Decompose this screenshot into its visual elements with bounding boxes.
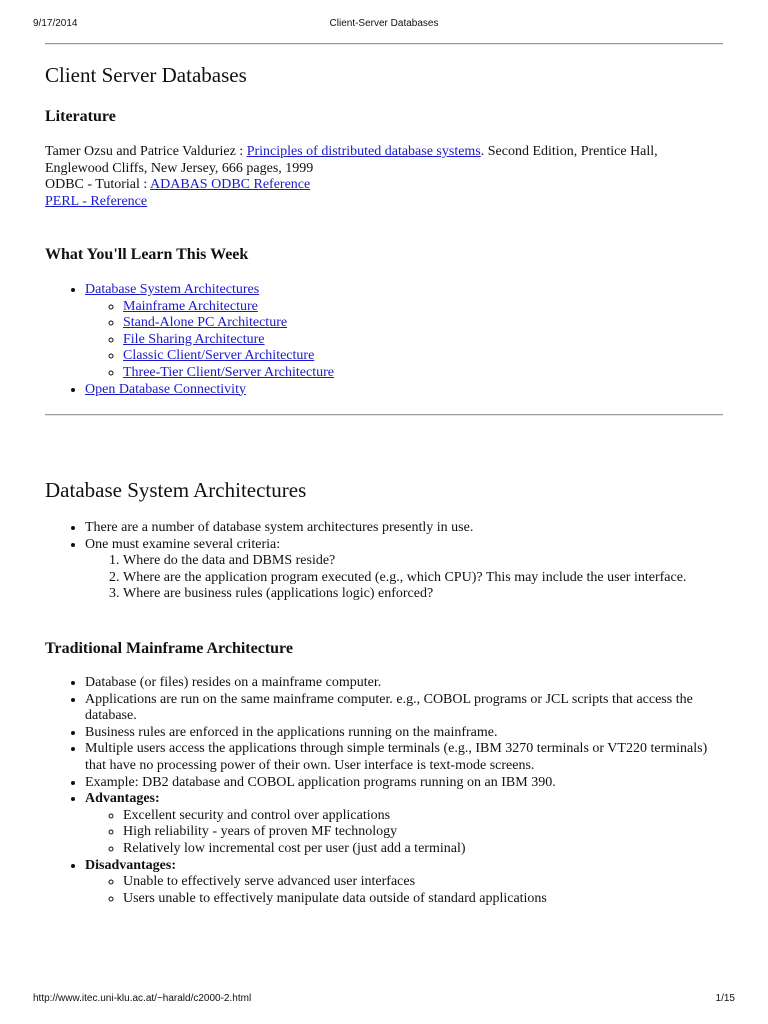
list-item <box>123 299 715 316</box>
list-item <box>123 315 715 332</box>
list-item: • Multiple users access the applications through simple terminals (e.g., IBM 3270 terminals or VT220 terminals) that have no processing power of their own. User interface is text-mode screens. <box>85 741 715 774</box>
mainframe-heading: Traditional Mainframe Architecture <box>45 640 293 657</box>
dsa-list-block <box>45 520 715 603</box>
literature-heading: Literature <box>45 108 116 125</box>
criteria-list <box>85 553 715 603</box>
learn-list <box>45 282 715 398</box>
authors-text: Tamer Ozsu and Patrice Valduriez : <box>45 144 247 159</box>
section-divider <box>45 414 723 416</box>
list-item: 3. Where are business rules (applications logic) enforced? <box>123 586 715 603</box>
learn-link-dsa[interactable]: Database System Architectures <box>85 282 260 297</box>
list-item <box>85 282 715 382</box>
list-item <box>85 382 715 399</box>
list-item <box>123 332 715 349</box>
list-item: • Applications are run on the same mainframe computer. e.g., COBOL programs or JCL scripts that access the database. <box>85 692 715 725</box>
learn-link-odbc[interactable]: Open Database Connectivity <box>85 381 246 397</box>
disadvantages-label: Disadvantages: <box>85 857 177 873</box>
learn-list-block <box>45 282 715 398</box>
header-divider <box>45 43 723 45</box>
print-url: http://www.itec.uni-klu.ac.at/~harald/c2000-2.html <box>33 993 252 1004</box>
learn-sublist <box>85 299 715 382</box>
list-item: • Database (or files) resides on a mainframe computer. <box>85 675 715 692</box>
disadvantages-list <box>85 874 715 907</box>
list-item: ◦ High reliability - years of proven MF technology <box>123 824 715 841</box>
mainframe-list-block <box>45 675 715 907</box>
print-date: 9/17/2014 <box>33 18 78 29</box>
list-item <box>123 348 715 365</box>
learn-link-classic-cs[interactable]: Classic Client/Server Architecture <box>123 348 315 364</box>
learn-link-three-tier[interactable]: Three-Tier Client/Server Architecture <box>123 364 334 380</box>
list-item: 1. Where do the data and DBMS reside? <box>123 553 715 570</box>
literature-block <box>45 144 715 210</box>
list-item <box>123 365 715 382</box>
list-item <box>85 858 715 908</box>
dsa-list <box>45 520 715 603</box>
learn-heading: What You'll Learn This Week <box>45 246 249 263</box>
list-item <box>85 791 715 857</box>
learn-link-mainframe[interactable]: Mainframe Architecture <box>123 298 258 314</box>
odbc-link[interactable]: ADABAS ODBC Reference <box>150 177 311 193</box>
list-item: 2. Where are the application program executed (e.g., which CPU)? This may include the user interface. <box>123 570 715 587</box>
list-item: • There are a number of database system architectures presently in use. <box>85 520 715 537</box>
page-title: Client Server Databases <box>45 63 247 87</box>
list-item: ◦ Excellent security and control over applications <box>123 808 715 825</box>
perl-link[interactable]: PERL - Reference <box>45 193 148 209</box>
criteria-intro: One must examine several criteria: <box>85 536 281 552</box>
advantages-list <box>85 808 715 858</box>
list-item: • Example: DB2 database and COBOL application programs running on an IBM 390. <box>85 775 715 792</box>
book-link[interactable]: Principles of distributed database systems <box>246 144 481 159</box>
list-item: • Business rules are enforced in the applications running on the mainframe. <box>85 725 715 742</box>
list-item: ◦ Users unable to effectively manipulate data outside of standard applications <box>123 891 715 908</box>
print-page-number: 1/15 <box>715 993 735 1004</box>
odbc-label: ODBC - Tutorial : <box>45 177 151 193</box>
list-item: ◦ Unable to effectively serve advanced user interfaces <box>123 874 715 891</box>
dsa-heading: Database System Architectures <box>45 478 307 502</box>
learn-link-standalone[interactable]: Stand-Alone PC Architecture <box>123 315 288 331</box>
advantages-label: Advantages: <box>85 791 160 807</box>
list-item <box>85 537 715 603</box>
learn-link-filesharing[interactable]: File Sharing Architecture <box>123 331 265 347</box>
book-details-text: . Second Edition, Prentice Hall, Englewood Cliffs, New Jersey, 666 pages, 1999 <box>45 144 658 176</box>
mainframe-list <box>45 675 715 907</box>
print-title: Client-Server Databases <box>329 18 439 29</box>
list-item: ◦ Relatively low incremental cost per user (just add a terminal) <box>123 841 715 858</box>
